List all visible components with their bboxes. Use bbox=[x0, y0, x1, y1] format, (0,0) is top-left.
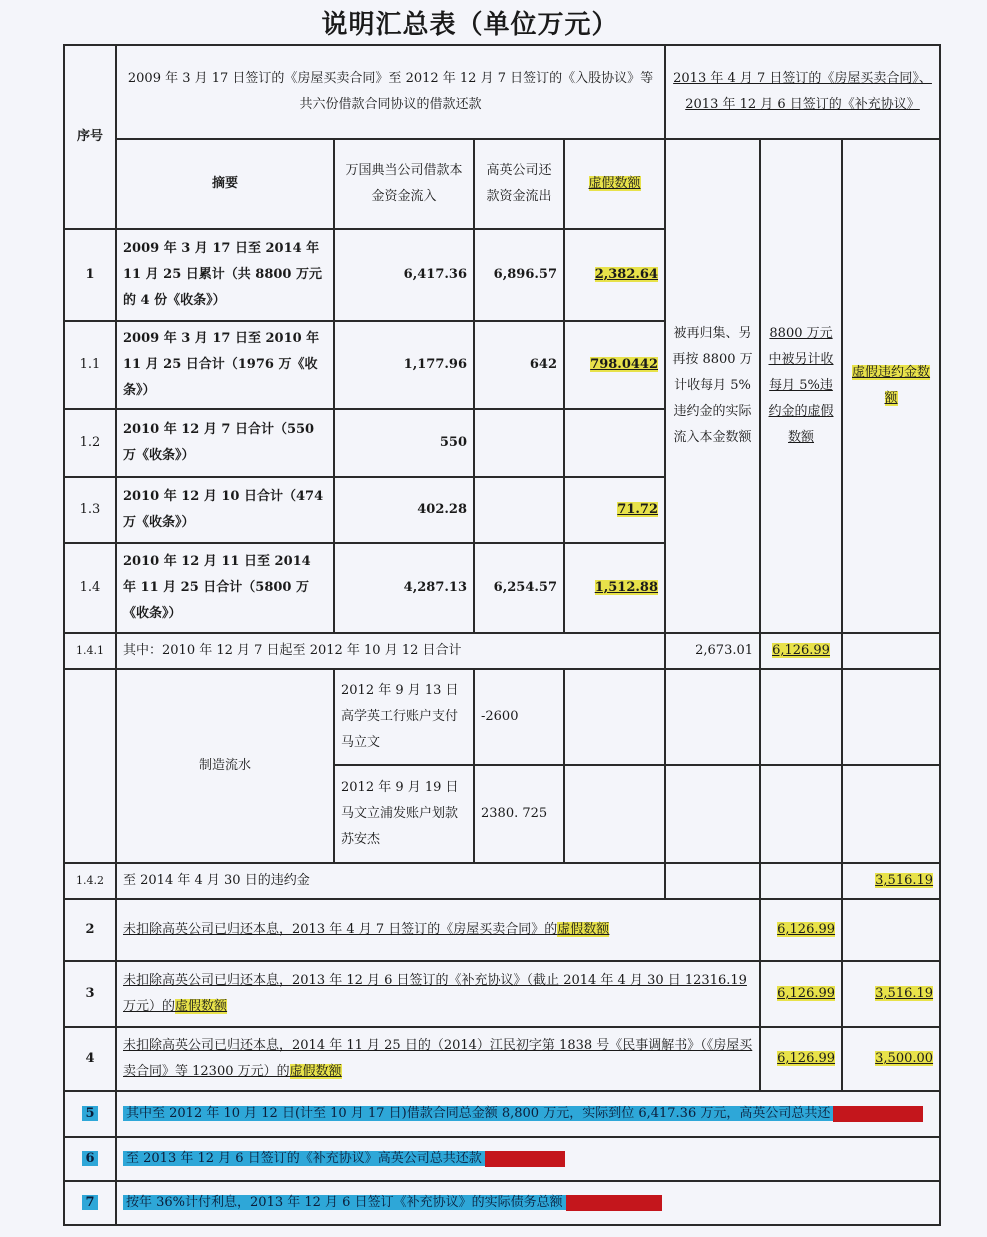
header-outflow: 高英公司还款资金流出 bbox=[474, 139, 564, 229]
row-col-c: 3,516.19 bbox=[875, 873, 934, 888]
row-fake: 2,382.64 bbox=[594, 267, 659, 282]
redaction-block bbox=[833, 1106, 923, 1122]
row-text: 未扣除高英公司已归还本息，2013 年 4 月 7 日签订的《房屋买卖合同》的 bbox=[123, 922, 558, 937]
table-row bbox=[64, 1027, 940, 1091]
header-col-c: 虚假违约金数额 bbox=[852, 365, 931, 406]
row-outflow: 6,896.57 bbox=[474, 229, 564, 321]
header-left-group: 2009 年 3 月 17 日签订的《房屋买卖合同》至 2012 年 12 月 7 日签订的《入股协议》等共六份借款合同协议的借款还款 bbox=[116, 45, 665, 139]
row-summary: 2010 年 12 月 10 日合计（474 万《收条》） bbox=[116, 477, 334, 543]
row-summary: 2010 年 12 月 11 日至 2014 年 11 月 25 日合计（5800 万《收条》） bbox=[116, 543, 334, 633]
header-right-group: 2013 年 4 月 7 日签订的《房屋买卖合同》、2013 年 12 月 6 日签订的《补充协议》 bbox=[665, 45, 940, 139]
table-row bbox=[64, 669, 940, 765]
header-summary: 摘要 bbox=[116, 139, 334, 229]
row-text: 未扣除高英公司已归还本息，2014 年 11 月 25 日的（2014）江民初字第 1838 号《民事调解书》（《房屋买卖合同》等 12300 万元）的 bbox=[123, 1038, 753, 1079]
row-seq: 1.4 bbox=[64, 543, 116, 633]
header-seq: 序号 bbox=[64, 45, 116, 229]
row-col-c: 3,516.19 bbox=[875, 986, 934, 1001]
row-inflow: 4,287.13 bbox=[334, 543, 474, 633]
row-text: 按年 36%计付利息，2013 年 12 月 6 日签订《补充协议》的实际债务总额 bbox=[123, 1195, 566, 1210]
row-text: 其中：2010 年 12 月 7 日起至 2012 年 10 月 12 日合计 bbox=[116, 633, 665, 669]
row-col-b: 6,126.99 bbox=[777, 1051, 836, 1066]
row-seq: 3 bbox=[64, 961, 116, 1027]
row-seq: 1.3 bbox=[64, 477, 116, 543]
summary-table bbox=[63, 44, 941, 1226]
row-seq: 1.4.1 bbox=[64, 633, 116, 669]
row-text: 未扣除高英公司已归还本息，2013 年 12 月 6 日签订的《补充协议》（截止 2014 年 4 月 30 日 12316.19 万元）的 bbox=[123, 973, 747, 1014]
row-highlight: 虚假数额 bbox=[289, 1064, 342, 1079]
row-fake: 798.0442 bbox=[590, 357, 659, 372]
make-item-desc: 2012 年 9 月 19 日马文立浦发账户划款苏安杰 bbox=[334, 765, 474, 863]
row-seq: 7 bbox=[82, 1195, 97, 1210]
table-row bbox=[64, 1181, 940, 1225]
row-seq: 1.1 bbox=[64, 321, 116, 409]
header-col-b: 8800 万元中被另计收每月 5%违约金的虚假数额 bbox=[768, 326, 834, 445]
row-seq: 1.4.2 bbox=[64, 863, 116, 899]
row-outflow: 642 bbox=[474, 321, 564, 409]
row-fake: 1,512.88 bbox=[594, 580, 659, 595]
page-title: 说明汇总表（单位万元） bbox=[321, 10, 619, 40]
row-col-b: 6,126.99 bbox=[777, 922, 836, 937]
row-col-c: 3,500.00 bbox=[875, 1051, 934, 1066]
row-highlight: 虚假数额 bbox=[175, 999, 228, 1014]
row-col-a: 2,673.01 bbox=[665, 633, 760, 669]
table-row bbox=[64, 899, 940, 961]
make-item-desc: 2012 年 9 月 13 日高学英工行账户支付马立文 bbox=[334, 669, 474, 765]
make-item-value: -2600 bbox=[474, 669, 564, 765]
row-seq: 2 bbox=[64, 899, 116, 961]
row-summary: 2010 年 12 月 7 日合计（550 万《收条》） bbox=[116, 409, 334, 477]
header-inflow: 万国典当公司借款本金资金流入 bbox=[334, 139, 474, 229]
make-flow-label: 制造流水 bbox=[116, 669, 334, 863]
table-row bbox=[64, 1091, 940, 1137]
row-seq: 5 bbox=[82, 1106, 97, 1121]
row-inflow: 6,417.36 bbox=[334, 229, 474, 321]
row-text: 其中至 2012 年 10 月 12 日(计至 10 月 17 日)借款合同总金额 8,800 万元，实际到位 6,417.36 万元，高英公司总共还 bbox=[123, 1106, 833, 1121]
row-seq: 6 bbox=[82, 1151, 97, 1166]
row-summary: 2009 年 3 月 17 日至 2014 年 11 月 25 日累计（共 8800 万元的 4 份《收条》） bbox=[116, 229, 334, 321]
row-seq: 1 bbox=[64, 229, 116, 321]
row-inflow: 402.28 bbox=[334, 477, 474, 543]
row-seq: 4 bbox=[64, 1027, 116, 1091]
row-inflow: 1,177.96 bbox=[334, 321, 474, 409]
row-fake: 71.72 bbox=[617, 502, 659, 517]
row-text: 至 2013 年 12 月 6 日签订的《补充协议》高英公司总共还款 bbox=[123, 1151, 485, 1166]
row-seq: 1.2 bbox=[64, 409, 116, 477]
row-inflow: 550 bbox=[334, 409, 474, 477]
redaction-block bbox=[485, 1151, 565, 1167]
redaction-block bbox=[566, 1195, 662, 1211]
row-outflow: 6,254.57 bbox=[474, 543, 564, 633]
table-row bbox=[64, 961, 940, 1027]
table-row bbox=[64, 863, 940, 899]
table-row bbox=[64, 633, 940, 669]
table-row bbox=[64, 1137, 940, 1181]
make-item-value: 2380. 725 bbox=[474, 765, 564, 863]
row-text: 至 2014 年 4 月 30 日的违约金 bbox=[116, 863, 665, 899]
row-highlight: 虚假数额 bbox=[557, 922, 610, 937]
header-fake: 虚假数额 bbox=[588, 176, 641, 191]
row-col-b: 6,126.99 bbox=[772, 643, 830, 658]
header-col-a: 被再归集、另再按 8800 万计收每月 5%违约金的实际流入本金数额 bbox=[665, 139, 760, 633]
row-col-b: 6,126.99 bbox=[777, 986, 836, 1001]
row-summary: 2009 年 3 月 17 日至 2010 年 11 月 25 日合计（1976 万《收条》） bbox=[116, 321, 334, 409]
